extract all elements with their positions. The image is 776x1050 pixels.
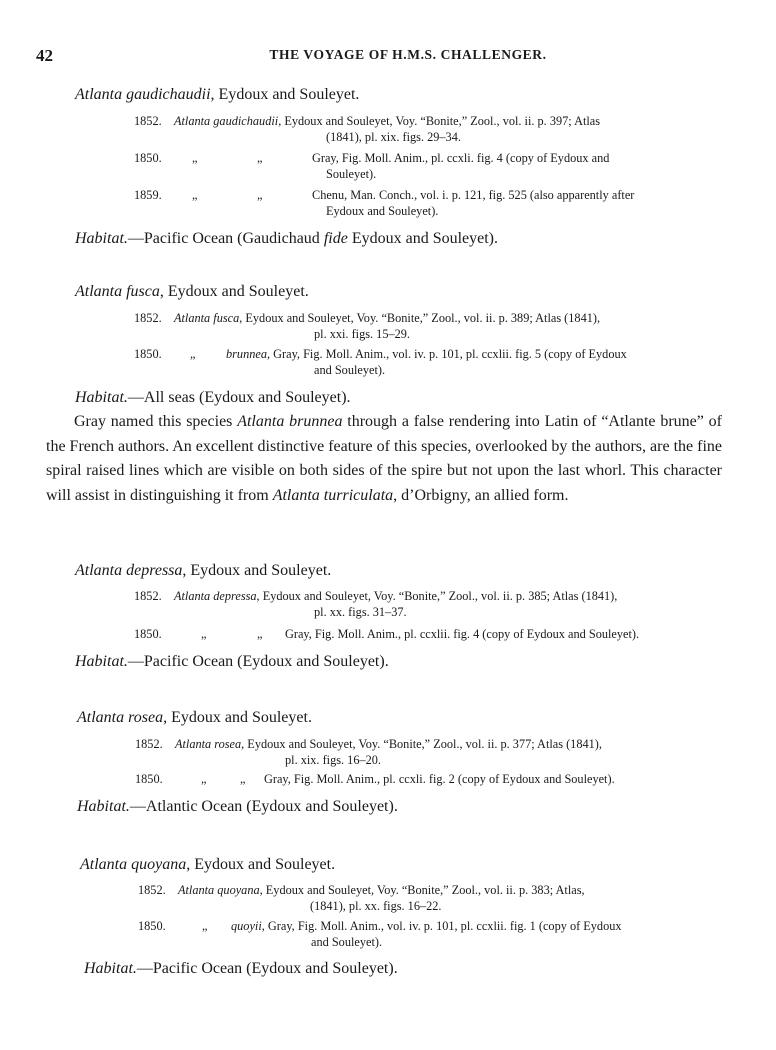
species-authors: , Eydoux and Souleyet.	[163, 709, 312, 726]
synonym-text	[226, 346, 722, 378]
synonym-text	[285, 626, 722, 642]
synonym-continuation: (1841), pl. xix. figs. 29–34.	[326, 130, 461, 144]
species-title	[75, 283, 309, 301]
habitat-text: —Pacific Ocean (Eydoux and Souleyet).	[127, 653, 389, 670]
synonym-year: 1850.	[138, 919, 166, 933]
note-text: Gray named this species	[74, 413, 238, 430]
species-authors: , Eydoux and Souleyet.	[210, 86, 360, 103]
habitat-text: —Atlantic Ocean (Eydoux and Souleyet).	[129, 798, 398, 815]
synonym-taxon: Atlanta rosea	[175, 737, 242, 751]
species-name: Atlanta gaudichaudii	[75, 86, 211, 103]
synonym-continuation: and Souleyet).	[314, 363, 386, 377]
synonym-taxon: quoyii	[231, 919, 262, 933]
habitat-line	[77, 798, 398, 816]
synonym-citation: Gray, Fig. Moll. Anim., pl. ccxli. fig. 4 (copy of Eydoux and	[312, 151, 610, 165]
synonym-taxon: Atlanta depressa	[174, 589, 257, 603]
synonym-continuation: pl. xxi. figs. 15–29.	[314, 327, 410, 341]
synonym-continuation: pl. xix. figs. 16–20.	[285, 753, 381, 767]
synonym-text	[174, 310, 722, 342]
synonym-year: 1852.	[134, 311, 162, 325]
synonym-citation: , Gray, Fig. Moll. Anim., vol. iv. p. 101, pl. ccxlii. fig. 1 (copy of Eydoux	[261, 919, 622, 933]
habitat-tail: Eydoux and Souleyet).	[347, 230, 499, 247]
habitat-text: —Pacific Ocean (Gaudichaud	[127, 230, 324, 247]
habitat-label: Habitat.	[75, 389, 128, 406]
species-title	[75, 86, 359, 104]
ditto-mark: „	[192, 188, 198, 202]
synonym-taxon: Atlanta fusca	[174, 311, 240, 325]
synonym-year: 1850.	[134, 151, 162, 165]
habitat-line	[75, 230, 498, 248]
synonym-year: 1852.	[134, 589, 162, 603]
synonym-text	[264, 771, 722, 787]
habitat-line	[75, 653, 389, 671]
synonym-continuation: (1841), pl. xx. figs. 16–22.	[310, 899, 442, 913]
ditto-mark: „	[201, 627, 207, 641]
running-head: THE VOYAGE OF H.M.S. CHALLENGER.	[269, 47, 547, 62]
synonym-text	[312, 150, 722, 182]
synonym-citation: Chenu, Man. Conch., vol. i. p. 121, fig. 525 (also apparently after	[312, 188, 635, 202]
synonym-citation: , Gray, Fig. Moll. Anim., vol. iv. p. 101, pl. ccxlii. fig. 5 (copy of Eydoux	[267, 347, 627, 361]
habitat-label: Habitat.	[75, 230, 128, 247]
synonym-year: 1850.	[134, 347, 162, 361]
synonym-year: 1850.	[134, 627, 162, 641]
ditto-mark: „	[192, 151, 198, 165]
synonym-continuation: and Souleyet).	[311, 935, 383, 949]
species-title	[80, 856, 335, 874]
synonym-citation: , Eydoux and Souleyet, Voy. “Bonite,” Zool., vol. ii. p. 389; Atlas (1841),	[239, 311, 601, 325]
synonym-year: 1852.	[138, 883, 166, 897]
synonym-citation: , Eydoux and Souleyet, Voy. “Bonite,” Zool., vol. ii. p. 397; Atlas	[278, 114, 601, 128]
synonym-text	[174, 588, 722, 620]
ditto-mark: „	[201, 772, 207, 786]
species-name: Atlanta fusca	[75, 283, 160, 300]
species-note-paragraph	[46, 410, 722, 508]
ditto-mark: „	[240, 772, 246, 786]
synonym-text	[231, 918, 723, 950]
synonym-taxon: brunnea	[226, 347, 267, 361]
species-authors: , Eydoux and Souleyet.	[186, 856, 336, 873]
synonym-continuation: pl. xx. figs. 31–37.	[314, 605, 407, 619]
synonym-citation: , Eydoux and Souleyet, Voy. “Bonite,” Zool., vol. ii. p. 385; Atlas (1841),	[256, 589, 618, 603]
ditto-mark: „	[257, 151, 263, 165]
synonym-text	[175, 736, 722, 768]
note-text: , d’Orbigny, an allied form.	[393, 486, 569, 504]
habitat-label: Habitat.	[77, 798, 130, 815]
synonym-continuation: Eydoux and Souleyet).	[326, 204, 439, 218]
synonym-text	[312, 187, 722, 219]
habitat-text: —Pacific Ocean (Eydoux and Souleyet).	[136, 960, 398, 977]
synonym-year: 1852.	[135, 737, 163, 751]
habitat-line	[84, 960, 398, 978]
ditto-mark: „	[257, 188, 263, 202]
synonym-citation: Gray, Fig. Moll. Anim., pl. ccxlii. fig. 4 (copy of Eydoux and Souleyet).	[285, 627, 640, 641]
habitat-text: —All seas (Eydoux and Souleyet).	[127, 389, 351, 406]
habitat-label: Habitat.	[84, 960, 137, 977]
synonym-citation: , Eydoux and Souleyet, Voy. “Bonite,” Zool., vol. ii. p. 383; Atlas,	[259, 883, 585, 897]
synonym-year: 1859.	[134, 188, 162, 202]
synonym-year: 1850.	[135, 772, 163, 786]
species-authors: , Eydoux and Souleyet.	[182, 562, 332, 579]
note-italic: Atlanta turriculata	[272, 486, 394, 504]
synonym-citation: Gray, Fig. Moll. Anim., pl. ccxli. fig. 2 (copy of Eydoux and Souleyet).	[264, 772, 615, 786]
note-italic: Atlanta brunnea	[237, 413, 343, 430]
species-authors: , Eydoux and Souleyet.	[159, 283, 309, 300]
synonym-taxon: Atlanta quoyana	[178, 883, 260, 897]
synonym-year: 1852.	[134, 114, 162, 128]
habitat-line	[75, 389, 351, 407]
ditto-mark: „	[190, 347, 196, 361]
synonym-taxon: Atlanta gaudichaudii	[174, 114, 279, 128]
habitat-italic: fide	[323, 230, 348, 247]
page-number: 42	[36, 46, 53, 65]
ditto-mark: „	[257, 627, 263, 641]
species-name: Atlanta rosea	[77, 709, 164, 726]
species-title	[75, 562, 331, 580]
synonym-citation: , Eydoux and Souleyet, Voy. “Bonite,” Zool., vol. ii. p. 377; Atlas (1841),	[241, 737, 602, 751]
note-text: through a false rendering into Latin of “Atlante brune” of the French authors. An excellent distinctive feature of this species, overlooked by the authors, are the fine spiral raised lines which are visible on both sides of the spire but not upon the last whorl. This character will assist in distinguishing it from	[46, 413, 722, 504]
synonym-text	[178, 882, 723, 914]
species-name: Atlanta depressa	[75, 562, 183, 579]
synonym-continuation: Souleyet).	[326, 167, 377, 181]
habitat-label: Habitat.	[75, 653, 128, 670]
synonym-text	[174, 113, 722, 145]
species-name: Atlanta quoyana	[80, 856, 187, 873]
species-title	[77, 709, 312, 727]
ditto-mark: „	[202, 919, 208, 933]
